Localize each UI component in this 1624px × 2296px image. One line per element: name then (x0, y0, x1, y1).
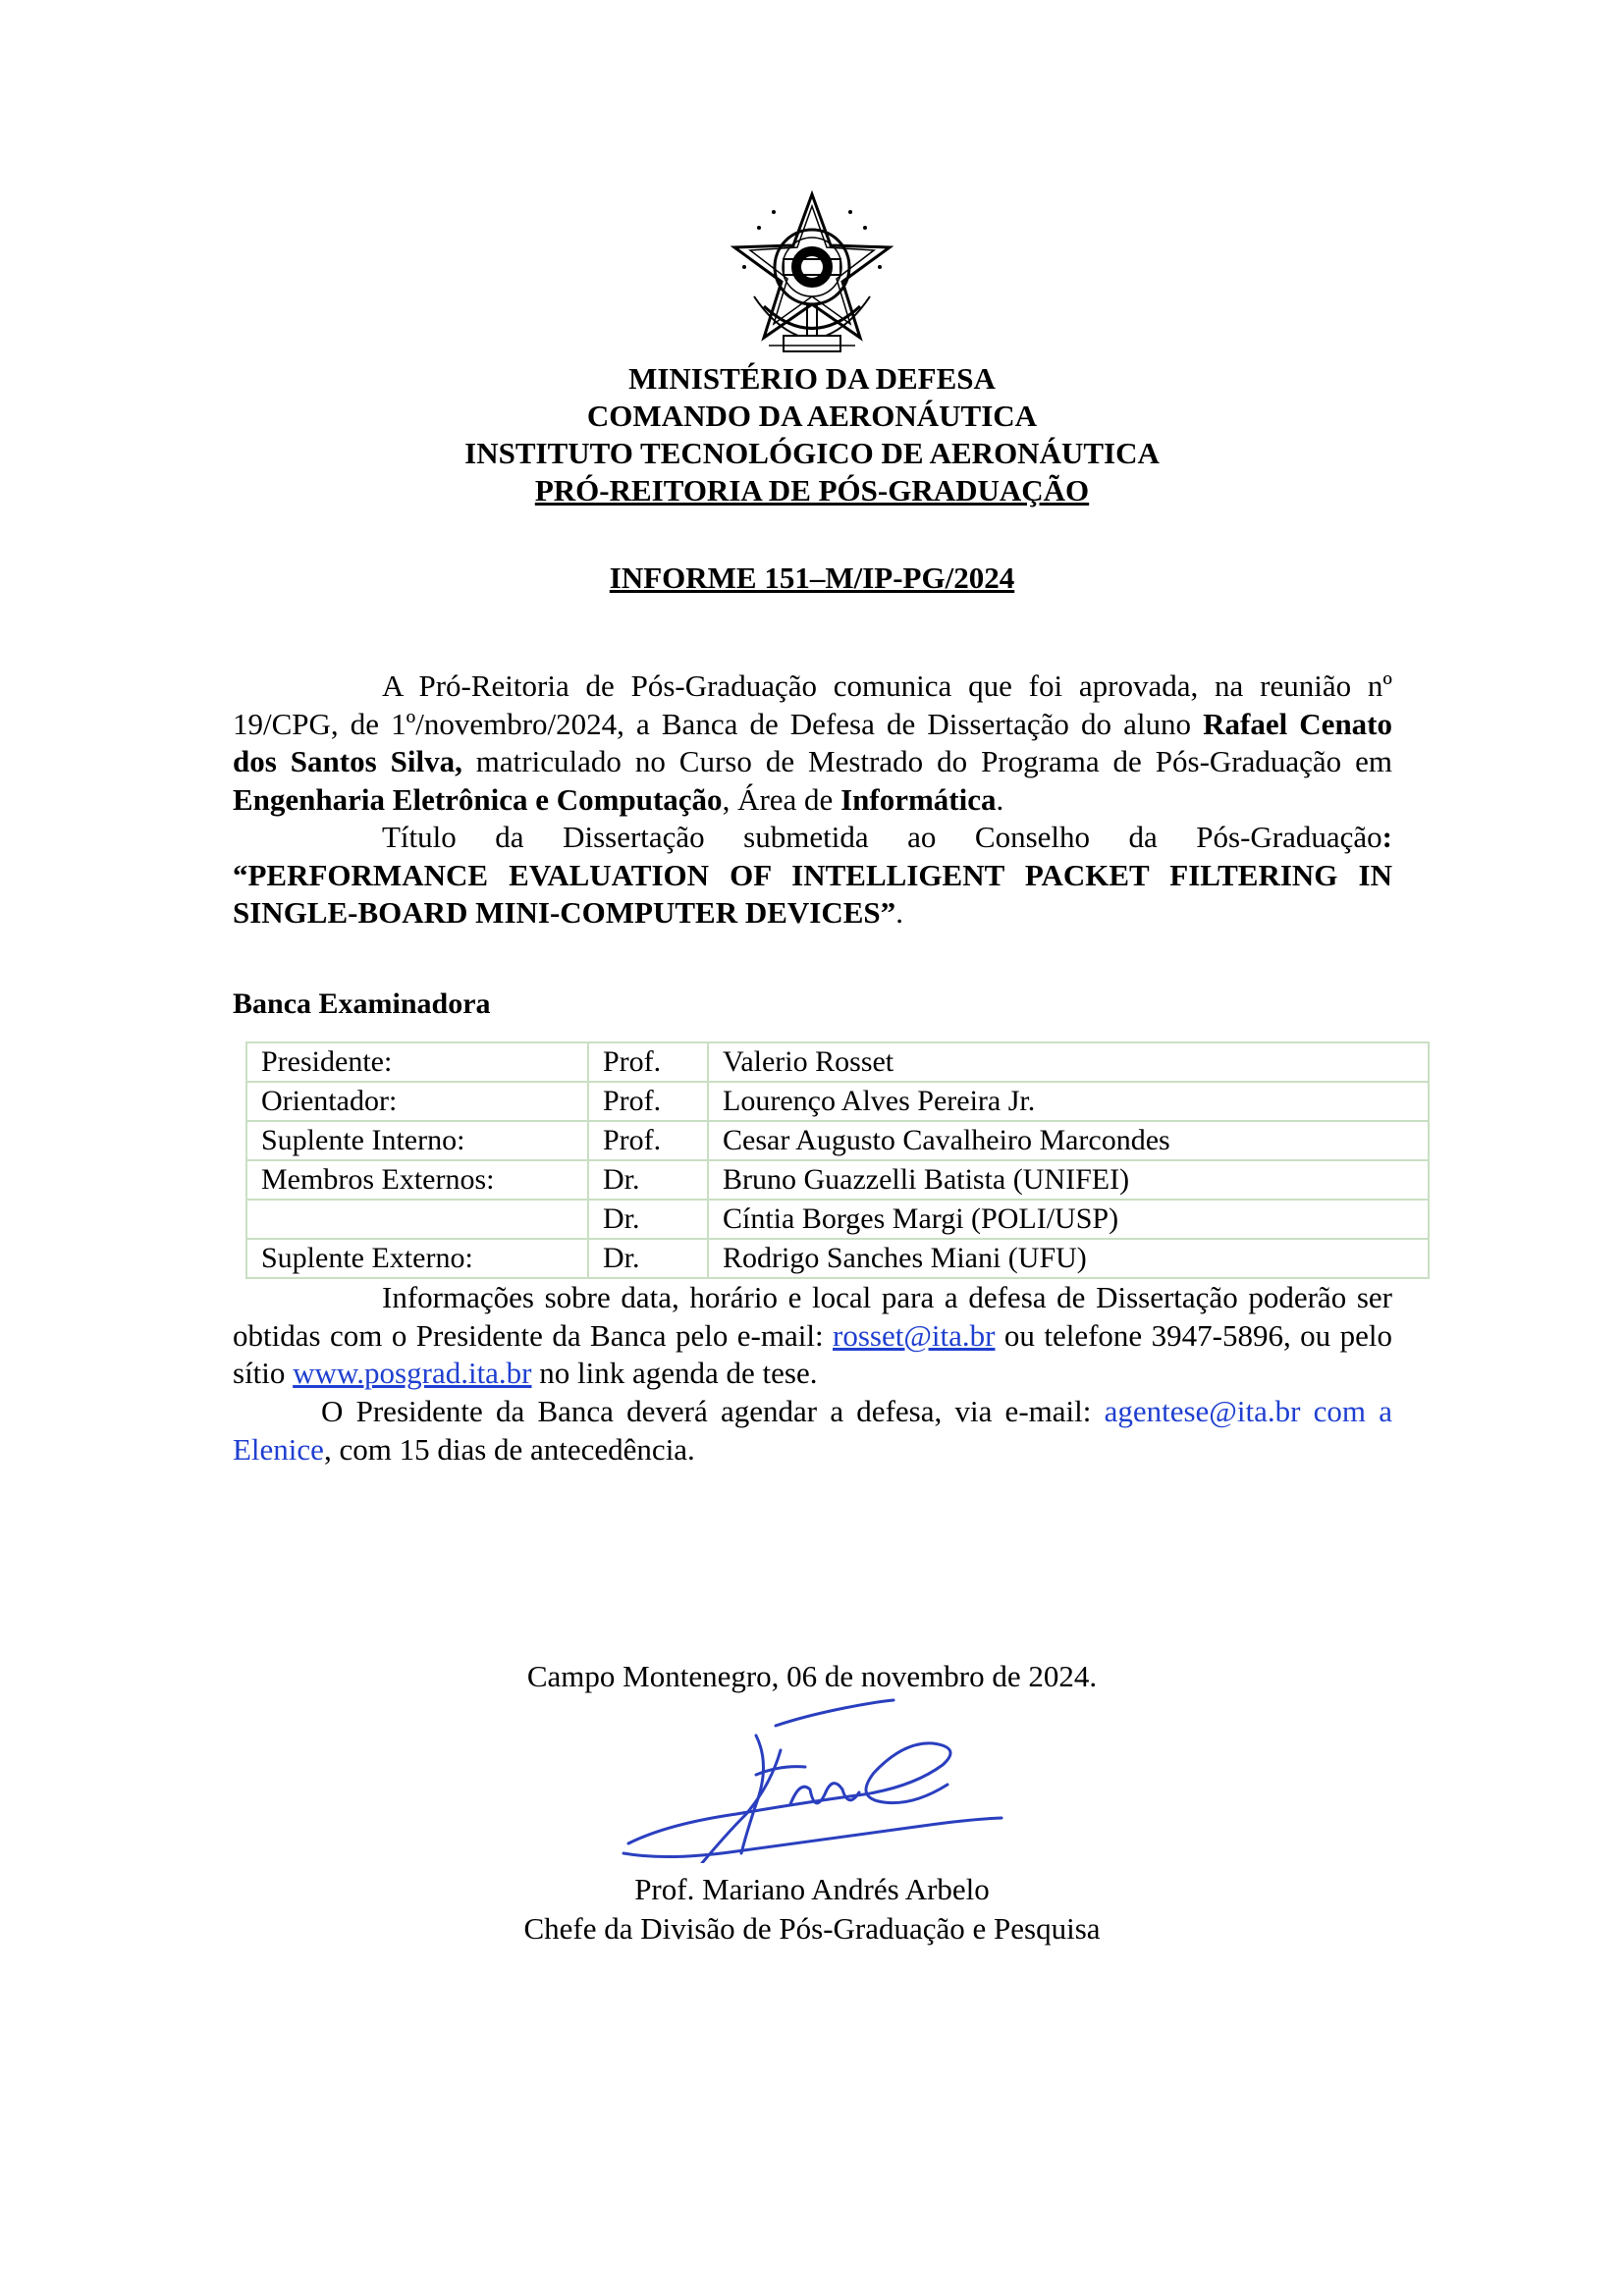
member-role (246, 1200, 588, 1239)
info-text-3: no link agenda de tese. (531, 1356, 818, 1390)
member-title: Dr. (588, 1239, 708, 1278)
member-role: Membros Externos: (246, 1160, 588, 1200)
letterhead (0, 360, 1624, 509)
signer-role: Chefe da Divisão de Pós-Graduação e Pesquisa (523, 1911, 1101, 1946)
info-paragraph (233, 1279, 1392, 1393)
schedule-email[interactable]: agentese@ita.br com a Elenice (233, 1394, 1393, 1467)
dissertation-title: “PERFORMANCE EVALUATION OF INTELLIGENT PACKET FILTERING IN SINGLE-BOARD MINI-COMPUTER DEVICES” (233, 857, 1392, 930)
schedule-paragraph (233, 1393, 1392, 1468)
area-name: Informática (840, 781, 997, 817)
table-row (246, 1042, 1429, 1082)
banca-title: Banca Examinadora (233, 988, 491, 1020)
member-role: Orientador: (246, 1082, 588, 1121)
place-date: Campo Montenegro, 06 de novembro de 2024. (526, 1659, 1098, 1693)
member-name: Cíntia Borges Margi (POLI/USP) (708, 1200, 1429, 1239)
table-row (246, 1239, 1429, 1278)
table-row (246, 1160, 1429, 1200)
title-paragraph (233, 819, 1392, 933)
command-name: COMANDO DA AERONÁUTICA (586, 399, 1038, 433)
document-number: INFORME 151–M/IP-PG/2024 (609, 561, 1015, 595)
signature-image (609, 1696, 1021, 1863)
title-intro: Título da Dissertação submetida ao Conselho da Pós-Graduação (382, 820, 1382, 854)
student-name: Rafael Cenato dos Santos Silva, (233, 706, 1393, 778)
banca-table (245, 1041, 1430, 1279)
schedule-text-2: , com 15 dias de antecedência. (323, 1431, 695, 1467)
president-email-link[interactable]: rosset@ita.br (833, 1317, 996, 1353)
member-title: Dr. (588, 1160, 708, 1200)
member-title: Prof. (588, 1042, 708, 1082)
member-role: Presidente: (246, 1042, 588, 1082)
table-row (246, 1121, 1429, 1160)
approval-paragraph (233, 667, 1392, 819)
member-title: Dr. (588, 1200, 708, 1239)
member-role: Suplente Interno: (246, 1121, 588, 1160)
coat-of-arms-icon (725, 188, 899, 363)
approval-text-2: matriculado no Curso de Mestrado do Programa de Pós-Graduação em (461, 744, 1392, 778)
member-name: Cesar Augusto Cavalheiro Marcondes (708, 1121, 1429, 1160)
schedule-text: O Presidente da Banca deverá agendar a defesa, via e-mail: (321, 1394, 1105, 1428)
office-name: PRÓ-REITORIA DE PÓS-GRADUAÇÃO (534, 473, 1090, 507)
website-link[interactable]: www.posgrad.ita.br (293, 1356, 532, 1390)
signature-block (0, 1870, 1624, 1949)
institute-name: INSTITUTO TECNOLÓGICO DE AERONÁUTICA (464, 436, 1160, 470)
title-end: . (895, 895, 903, 930)
member-name: Bruno Guazzelli Batista (UNIFEI) (708, 1160, 1429, 1200)
info-text: Informações sobre data, horário e local para a defesa de Dissertação poderão ser obtidas com o Presidente da Banca pelo e-mail: (233, 1280, 1392, 1353)
approval-text: A Pró-Reitoria de Pós-Graduação comunica que foi aprovada, na reunião nº 19/CPG, de 1º/novembro/2024, a Banca de Defesa de Dissertação do aluno (233, 668, 1392, 741)
table-row (246, 1200, 1429, 1239)
member-name: Valerio Rosset (708, 1042, 1429, 1082)
approval-text-3: , Área de (722, 781, 841, 817)
member-role: Suplente Externo: (246, 1239, 588, 1278)
table-row (246, 1082, 1429, 1121)
member-title: Prof. (588, 1121, 708, 1160)
member-name: Lourenço Alves Pereira Jr. (708, 1082, 1429, 1121)
program-name: Engenharia Eletrônica e Computação (233, 781, 723, 817)
ministry-name: MINISTÉRIO DA DEFESA (628, 361, 996, 396)
approval-text-4: . (996, 781, 1004, 817)
member-name: Rodrigo Sanches Miani (UFU) (708, 1239, 1429, 1278)
title-colon: : (1381, 820, 1392, 854)
signer-name: Prof. Mariano Andrés Arbelo (634, 1872, 990, 1906)
info-text-2: ou telefone 3947-5896, ou pelo sítio (233, 1317, 1392, 1390)
member-title: Prof. (588, 1082, 708, 1121)
